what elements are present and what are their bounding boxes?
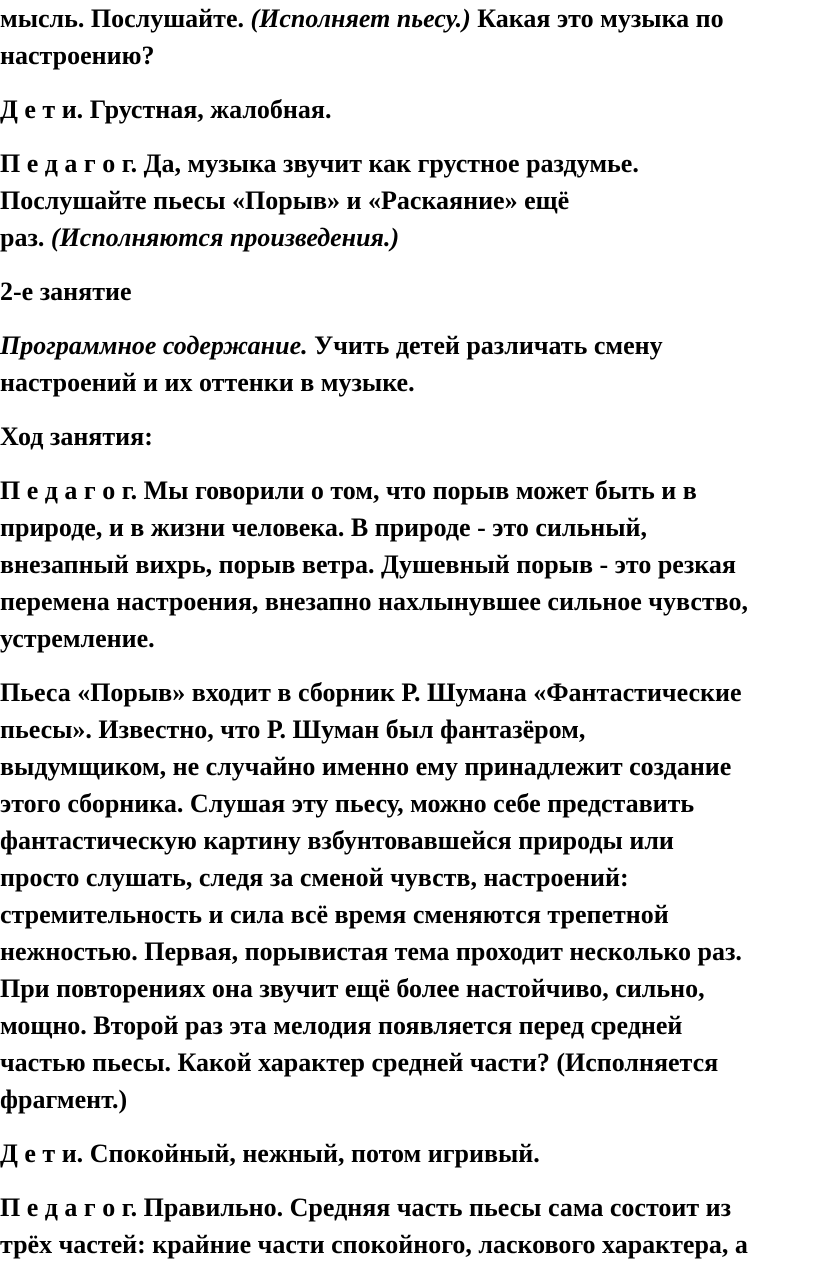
text-line: [0, 713, 585, 747]
text-line: [0, 511, 647, 545]
text-span: Пьеса «Порыв» входит в сборник Р. Шумана «Фантастические: [0, 678, 742, 707]
section-heading: [0, 420, 153, 454]
speaker-label: П е д а г о г.: [0, 149, 138, 178]
text-line: [0, 2, 724, 36]
text-span: настроению?: [0, 41, 155, 70]
text-line: [0, 861, 629, 895]
text-span: фантастическую картину взбунтовавшейся природы или: [0, 826, 674, 855]
text-line: [0, 935, 742, 969]
text-line: [0, 39, 154, 73]
text-span: Спокойный, нежный, потом игривый.: [83, 1139, 540, 1168]
text-span: При повторениях она звучит ещё более настойчиво, сильно,: [0, 974, 705, 1003]
text-line: [0, 898, 669, 932]
text-line: [0, 824, 674, 858]
text-span: Мы говорили о том, что порыв может быть и в: [137, 476, 697, 505]
text-span: трёх частей: крайние части спокойного, ласкового характера, а: [0, 1230, 748, 1259]
text-span: Грустная, жалобная.: [83, 95, 332, 124]
text-line: [0, 93, 331, 127]
text-line: [0, 474, 697, 508]
text-line: [0, 1228, 748, 1262]
text-line: [0, 329, 663, 363]
text-span: Да, музыка звучит как грустное раздумье.: [137, 149, 639, 178]
text-span: пьесы». Известно, что Р. Шуман был фантазёром,: [0, 715, 586, 744]
text-line: [0, 1191, 731, 1225]
speaker-label: Д е т и.: [0, 95, 84, 124]
speaker-label: Д е т и.: [0, 1139, 84, 1168]
stage-direction: (Исполняет пьесу.): [250, 4, 471, 33]
text-span: этого сборника. Слушая эту пьесу, можно себе представить: [0, 789, 695, 818]
section-heading: [0, 275, 132, 309]
text-line: [0, 972, 705, 1006]
text-span: раз.: [0, 223, 51, 252]
text-span: просто слушать, следя за сменой чувств, настроений:: [0, 863, 629, 892]
text-span: устремление.: [0, 624, 155, 653]
text-span: Какая это музыка по: [470, 4, 724, 33]
text-line: [0, 1083, 127, 1117]
text-span: Учить детей различать смену: [307, 331, 663, 360]
stage-direction: (Исполняются произведения.): [50, 223, 400, 252]
text-span: мощно. Второй раз эта мелодия появляется перед средней: [0, 1011, 683, 1040]
heading-text: 2-е занятие: [0, 277, 132, 306]
text-line: [0, 787, 694, 821]
text-span: Правильно. Средняя часть пьесы сама состоит из: [137, 1193, 732, 1222]
text-line: [0, 147, 639, 181]
text-line: [0, 1009, 682, 1043]
text-line: [0, 184, 569, 218]
text-span: перемена настроения, внезапно нахлынувшее сильное чувство,: [0, 587, 749, 616]
text-span: Послушайте пьесы «Порыв» и «Раскаяние» ещё: [0, 186, 570, 215]
text-line: [0, 622, 155, 656]
text-span: внезапный вихрь, порыв ветра. Душевный порыв - это резкая: [0, 550, 736, 579]
program-label: Программное содержание.: [0, 331, 308, 360]
heading-text: Ход занятия:: [0, 422, 153, 451]
text-line: [0, 221, 399, 255]
text-span: настроений и их оттенки в музыке.: [0, 368, 415, 397]
text-span: фрагмент.): [0, 1085, 128, 1114]
text-line: [0, 585, 748, 619]
text-span: природе, и в жизни человека. В природе - это сильный,: [0, 513, 648, 542]
text-line: [0, 366, 415, 400]
text-line: [0, 676, 741, 710]
text-span: стремительность и сила всё время сменяются трепетной: [0, 900, 669, 929]
text-span: мысль. Послушайте.: [0, 4, 251, 33]
text-span: нежностью. Первая, порывистая тема проходит несколько раз.: [0, 937, 742, 966]
text-line: [0, 750, 731, 784]
text-span: частью пьесы. Какой характер средней части? (Исполняется: [0, 1048, 719, 1077]
text-span: выдумщиком, не случайно именно ему принадлежит создание: [0, 752, 732, 781]
speaker-label: П е д а г о г.: [0, 476, 138, 505]
text-line: [0, 1137, 540, 1171]
text-line: [0, 1046, 718, 1080]
speaker-label: П е д а г о г.: [0, 1193, 138, 1222]
text-line: [0, 548, 736, 582]
